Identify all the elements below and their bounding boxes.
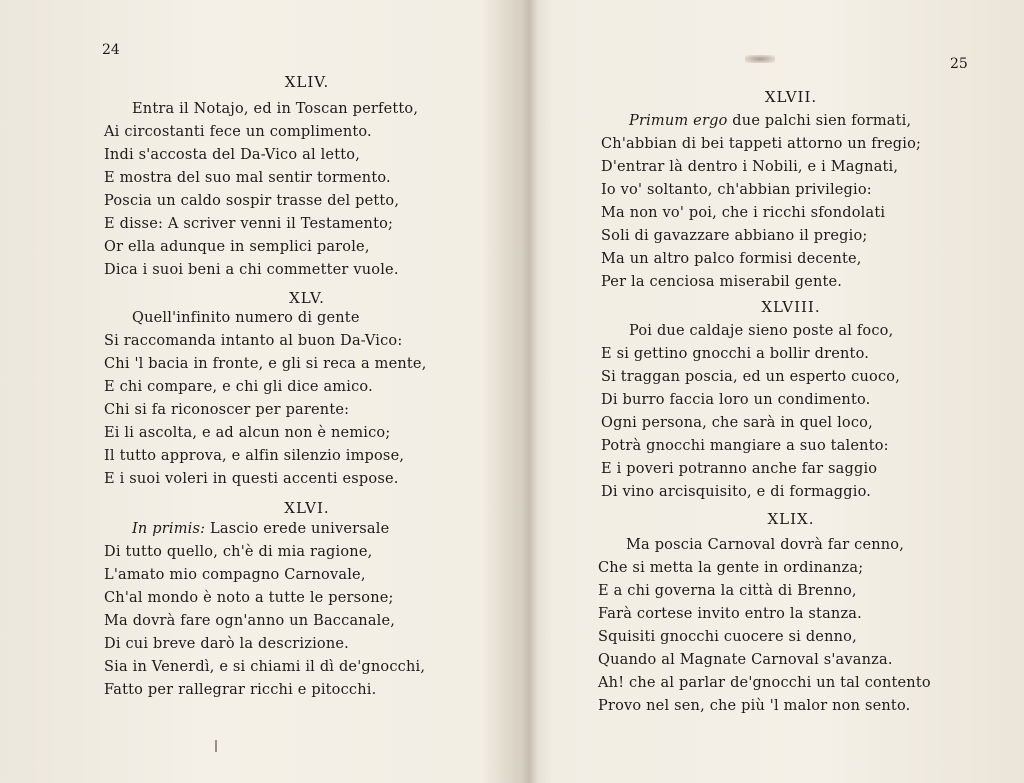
print-mark	[215, 740, 217, 752]
stanza-xliv	[104, 98, 418, 282]
verse-line: Ma dovrà fare ogn'anno un Baccanale,	[104, 613, 396, 629]
verse-line: Di cui breve darò la descrizione.	[104, 636, 349, 652]
book-gutter	[520, 0, 538, 783]
verse-line: D'entrar là dentro i Nobili, e i Magnati,	[601, 159, 899, 175]
verse-line: E mostra del suo mal sentir tormento.	[104, 170, 391, 186]
verse-text: due palchi sien formati,	[727, 113, 912, 129]
stanza-heading-xliv: XLIV.	[284, 73, 330, 91]
verse-line: Io vo' soltanto, ch'abbian privilegio:	[601, 182, 872, 198]
stanza-heading-xlv: XLV.	[289, 289, 325, 307]
verse-line: Dica i suoi beni a chi commetter vuole.	[104, 262, 399, 278]
verse-line: Ma un altro palco formisi decente,	[601, 251, 862, 267]
verse-line: Di tutto quello, ch'è di mia ragione,	[104, 544, 373, 560]
stanza-heading-xlvii: XLVII.	[764, 88, 818, 106]
verse-line: E chi compare, e chi gli dice amico.	[104, 379, 373, 395]
verse-line: Or ella adunque in semplici parole,	[104, 239, 370, 255]
verse-line: E disse: A scriver venni il Testamento;	[104, 216, 394, 232]
verse-line: Farà cortese invito entro la stanza.	[598, 606, 862, 622]
right-page	[538, 0, 1024, 783]
verse-line: E a chi governa la città di Brenno,	[598, 583, 857, 599]
page-number-left: 24	[102, 42, 120, 58]
verse-line: Poscia un caldo sospir trasse del petto,	[104, 193, 400, 209]
stanza-heading-xlvi: XLVI.	[284, 499, 330, 517]
verse-line: Quell'infinito numero di gente	[132, 310, 360, 326]
verse-line: E i suoi voleri in questi accenti espose.	[104, 471, 399, 487]
verse-line: Chi si fa riconoscer per parente:	[104, 402, 350, 418]
verse-line	[104, 518, 425, 541]
verse-line: Fatto per rallegrar ricchi e pitocchi.	[104, 682, 377, 698]
verse-line: E si gettino gnocchi a bollir drento.	[601, 346, 870, 362]
verse-line: Che si metta la gente in ordinanza;	[598, 560, 864, 576]
stanza-xlvi	[104, 518, 425, 702]
stanza-heading-xlix: XLIX.	[767, 510, 815, 528]
stanza-xlvii	[601, 110, 921, 294]
verse-line: Soli di gavazzare abbiano il pregio;	[601, 228, 868, 244]
verse-line: Si traggan poscia, ed un esperto cuoco,	[601, 369, 901, 385]
verse-line	[601, 110, 921, 133]
verse-line: Ogni persona, che sarà in quel loco,	[601, 415, 873, 431]
verse-line: Potrà gnocchi mangiare a suo talento:	[601, 438, 889, 454]
page-number-right: 25	[950, 56, 968, 72]
verse-line: Indi s'accosta del Da-Vico al letto,	[104, 147, 361, 163]
italic-phrase: In primis:	[132, 521, 206, 537]
verse-line: Ai circostanti fece un complimento.	[104, 124, 372, 140]
verse-line: Di vino arcisquisito, e di formaggio.	[601, 484, 872, 500]
italic-phrase: Primum ergo	[629, 113, 728, 129]
stanza-heading-xlviii: XLVIII.	[761, 298, 821, 316]
verse-line: Quando al Magnate Carnoval s'avanza.	[598, 652, 893, 668]
verse-line: Per la cenciosa miserabil gente.	[601, 274, 843, 290]
verse-line: Poi due caldaje sieno poste al foco,	[629, 323, 894, 339]
stanza-xlv	[104, 307, 427, 491]
verse-line: Provo nel sen, che più 'l malor non sento.	[598, 698, 911, 714]
verse-line: Ch'abbian di bei tappeti attorno un fregio;	[601, 136, 922, 152]
verse-line: Il tutto approva, e alfin silenzio impose,	[104, 448, 405, 464]
verse-line: E i poveri potranno anche far saggio	[601, 461, 878, 477]
verse-line: Chi 'l bacia in fronte, e gli si reca a mente,	[104, 356, 427, 372]
verse-line: Ma non vo' poi, che i ricchi sfondolati	[601, 205, 886, 221]
verse-line: L'amato mio compagno Carnovale,	[104, 567, 366, 583]
verse-line: Ch'al mondo è noto a tutte le persone;	[104, 590, 394, 606]
verse-line: Sia in Venerdì, e si chiami il dì de'gnocchi,	[104, 659, 426, 675]
stanza-xlix	[598, 534, 931, 718]
verse-line: Di burro faccia loro un condimento.	[601, 392, 871, 408]
verse-line: Si raccomanda intanto al buon Da-Vico:	[104, 333, 403, 349]
verse-line: Squisiti gnocchi cuocere si denno,	[598, 629, 857, 645]
verse-line: Entra il Notajo, ed in Toscan perfetto,	[132, 101, 419, 117]
verse-line: Ei li ascolta, e ad alcun non è nemico;	[104, 425, 391, 441]
verse-line: Ah! che al parlar de'gnocchi un tal contento	[598, 675, 931, 691]
verse-line: Ma poscia Carnoval dovrà far cenno,	[626, 537, 905, 553]
stanza-xlviii	[601, 320, 900, 504]
verse-text: Lascio erede universale	[205, 521, 390, 537]
